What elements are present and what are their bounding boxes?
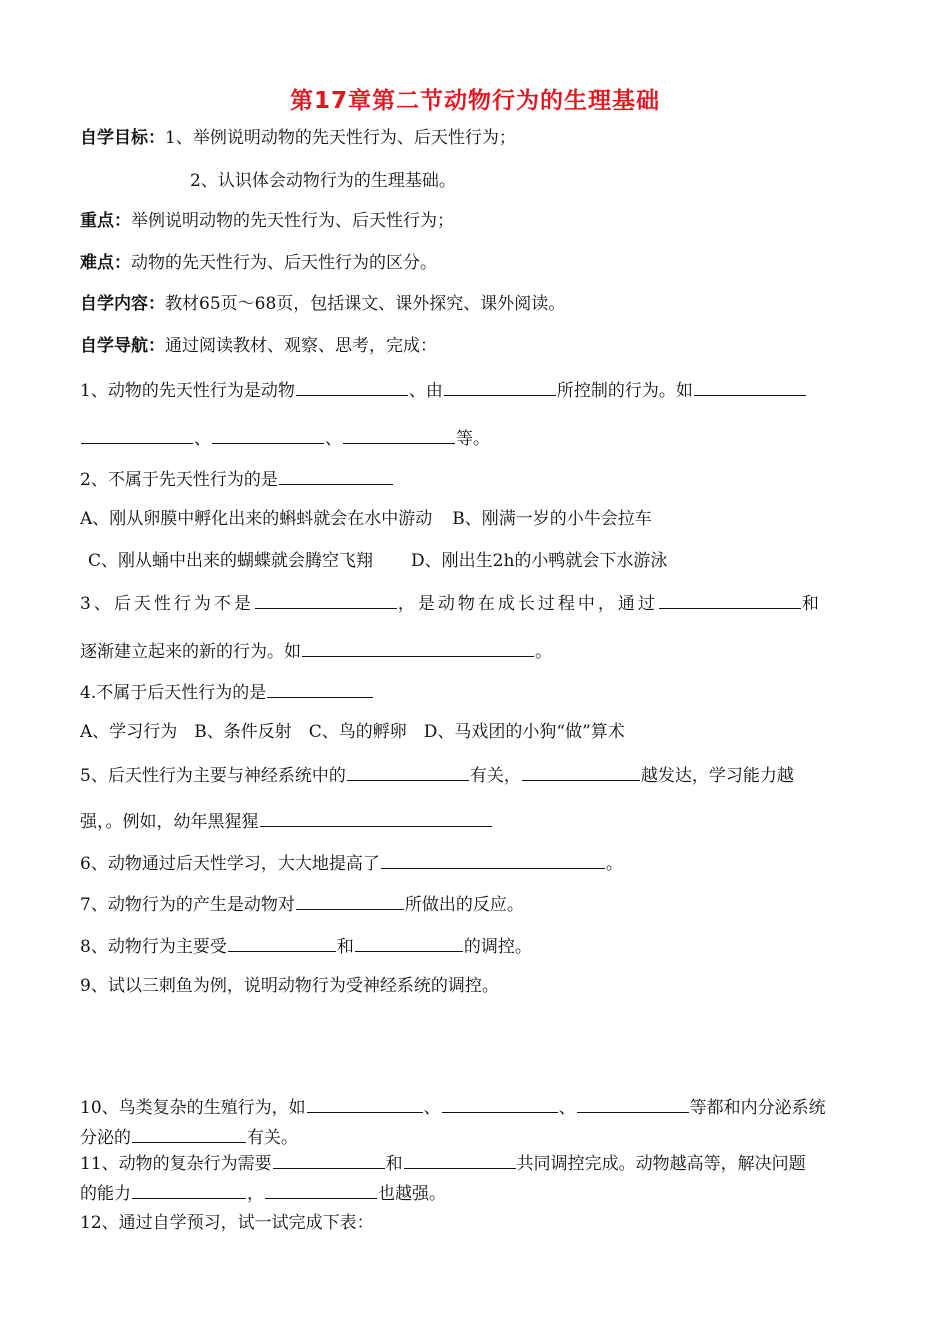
q11-text-b: 和: [385, 1154, 403, 1174]
q8-text-c: 的调控。: [463, 937, 532, 957]
answer-blank[interactable]: [260, 808, 492, 827]
answer-blank[interactable]: [273, 1150, 385, 1169]
q3-text-b: ，是动物在成长过程中，通过: [397, 594, 658, 614]
q5-text-d: 强，。例如，幼年黑猩猩: [80, 812, 259, 832]
q5-line-1: [80, 762, 794, 788]
difficulty-text: 动物的先天性行为、后天性行为的区分。: [131, 253, 437, 273]
answer-blank[interactable]: [307, 1094, 423, 1113]
q5-line-2: [80, 808, 493, 834]
q2-stem: [80, 466, 394, 492]
q2-option-a[interactable]: A、刚从卵膜中孵化出来的蝌蚪就会在水中游动: [80, 509, 433, 529]
q4-stem-text: 4.不属于后天性行为的是: [80, 683, 267, 703]
q3-text-a: 3、后天性行为不是: [80, 594, 254, 614]
answer-blank[interactable]: [404, 1150, 516, 1169]
content-line: [80, 292, 565, 316]
key-point-line: [80, 209, 454, 233]
guide-line: [80, 334, 437, 358]
answer-blank[interactable]: [212, 425, 324, 444]
key-point-text: 举例说明动物的先天性行为、后天性行为；: [131, 211, 454, 231]
q6-end: 。: [605, 854, 623, 874]
q5-text-b: 有关，: [469, 766, 521, 786]
q11-text-e: ，: [247, 1184, 264, 1204]
q9-line: 9、试以三刺鱼为例，说明动物行为受神经系统的调控。: [80, 976, 499, 996]
answer-blank[interactable]: [132, 1124, 246, 1143]
q4-options: A、学习行为 B、条件反射 C、鸟的孵卵 D、马戏团的小狗“做”算术: [80, 722, 625, 742]
q10-text-b: 等都和内分泌系统: [689, 1098, 826, 1118]
q11-text-a: 11、动物的复杂行为需要: [80, 1154, 272, 1174]
q7-text-a: 7、动物行为的产生是动物对: [80, 895, 295, 915]
q11-text-c: 共同调控完成。动物越高等，解决问题: [516, 1154, 806, 1174]
q8-text-a: 8、动物行为主要受: [80, 937, 227, 957]
answer-blank[interactable]: [296, 891, 404, 910]
answer-blank[interactable]: [132, 1180, 246, 1199]
q3-end: 。: [535, 642, 552, 662]
goals-line-2: 2、认识体会动物行为的生理基础。: [190, 171, 456, 191]
q2-option-d[interactable]: D、刚出生2h的小鸭就会下水游泳: [411, 551, 668, 571]
answer-blank[interactable]: [522, 762, 640, 781]
q1-separator: 、: [194, 429, 211, 449]
guide-text: 通过阅读教材、观察、思考，完成：: [165, 336, 437, 356]
q11-line-2: [80, 1180, 446, 1206]
page-title: 第17章第二节动物行为的生理基础: [289, 88, 660, 114]
difficulty-line: [80, 251, 437, 275]
q2-option-c[interactable]: C、刚从蛹中出来的蝴蝶就会腾空飞翔: [88, 551, 374, 571]
answer-blank[interactable]: [694, 377, 806, 396]
q1-line-1: [80, 377, 807, 403]
q10-separator: 、: [558, 1098, 576, 1118]
q8-text-b: 和: [336, 937, 354, 957]
q5-text-c: 越发达，学习能力越: [640, 766, 794, 786]
q10-line-1: [80, 1094, 826, 1120]
answer-blank[interactable]: [228, 933, 336, 952]
content-label: 自学内容：: [80, 294, 165, 314]
answer-blank[interactable]: [279, 466, 393, 485]
content-text: 教材65页～68页，包括课文、课外探究、课外阅读。: [165, 294, 566, 314]
q2-options-row-1: [80, 507, 652, 531]
answer-blank[interactable]: [442, 1094, 558, 1113]
difficulty-label: 难点：: [80, 253, 131, 273]
answer-blank[interactable]: [265, 1180, 377, 1199]
goals-item-1: 1、举例说明动物的先天性行为、后天性行为；: [165, 128, 516, 148]
q7-text-b: 所做出的反应。: [404, 895, 524, 915]
goals-label: 自学目标：: [80, 128, 165, 148]
key-point-label: 重点：: [80, 211, 131, 231]
q4-stem: [80, 679, 374, 705]
q11-text-d: 的能力: [80, 1184, 131, 1204]
q5-text-a: 5、后天性行为主要与神经系统中的: [80, 766, 346, 786]
q3-text-c: 和: [801, 594, 822, 614]
q10-text-c: 分泌的: [80, 1128, 131, 1148]
q1-text-b: 、由: [408, 381, 443, 401]
q1-end: 等。: [456, 429, 490, 449]
answer-blank[interactable]: [347, 762, 469, 781]
q3-line-1: [80, 590, 822, 616]
q12-line: 12、通过自学预习，试一试完成下表：: [80, 1213, 374, 1233]
q3-text-d: 逐渐建立起来的新的行为。如: [80, 642, 301, 662]
q11-text-f: 也越强。: [378, 1184, 446, 1204]
goals-line-1: [80, 126, 516, 150]
answer-blank[interactable]: [302, 638, 534, 657]
answer-blank[interactable]: [81, 425, 193, 444]
q6-text-a: 6、动物通过后天性学习，大大地提高了: [80, 854, 380, 874]
answer-blank[interactable]: [267, 679, 373, 698]
q3-line-2: [80, 638, 552, 664]
answer-blank[interactable]: [255, 590, 397, 609]
q1-text-c: 所控制的行为。如: [556, 381, 693, 401]
q7-line: [80, 891, 524, 917]
guide-label: 自学导航：: [80, 336, 165, 356]
answer-blank[interactable]: [296, 377, 408, 396]
q6-line: [80, 850, 623, 876]
answer-blank[interactable]: [343, 425, 455, 444]
q2-stem-text: 2、不属于先天性行为的是: [80, 470, 278, 490]
q11-line-1: [80, 1150, 806, 1176]
q2-option-b[interactable]: B、刚满一岁的小牛会拉车: [452, 509, 652, 529]
q10-separator: 、: [423, 1098, 441, 1118]
q10-text-a: 10、鸟类复杂的生殖行为，如: [80, 1098, 306, 1118]
q1-line-2: [80, 425, 490, 451]
answer-blank[interactable]: [659, 590, 801, 609]
q8-line: [80, 933, 532, 959]
answer-blank[interactable]: [577, 1094, 689, 1113]
q10-text-d: 有关。: [247, 1128, 298, 1148]
q1-text-a: 1、动物的先天性行为是动物: [80, 381, 295, 401]
q2-options-row-2: [88, 549, 667, 573]
q1-separator: 、: [325, 429, 342, 449]
answer-blank[interactable]: [381, 850, 605, 869]
q10-line-2: [80, 1124, 298, 1150]
answer-blank[interactable]: [355, 933, 463, 952]
answer-blank[interactable]: [444, 377, 556, 396]
